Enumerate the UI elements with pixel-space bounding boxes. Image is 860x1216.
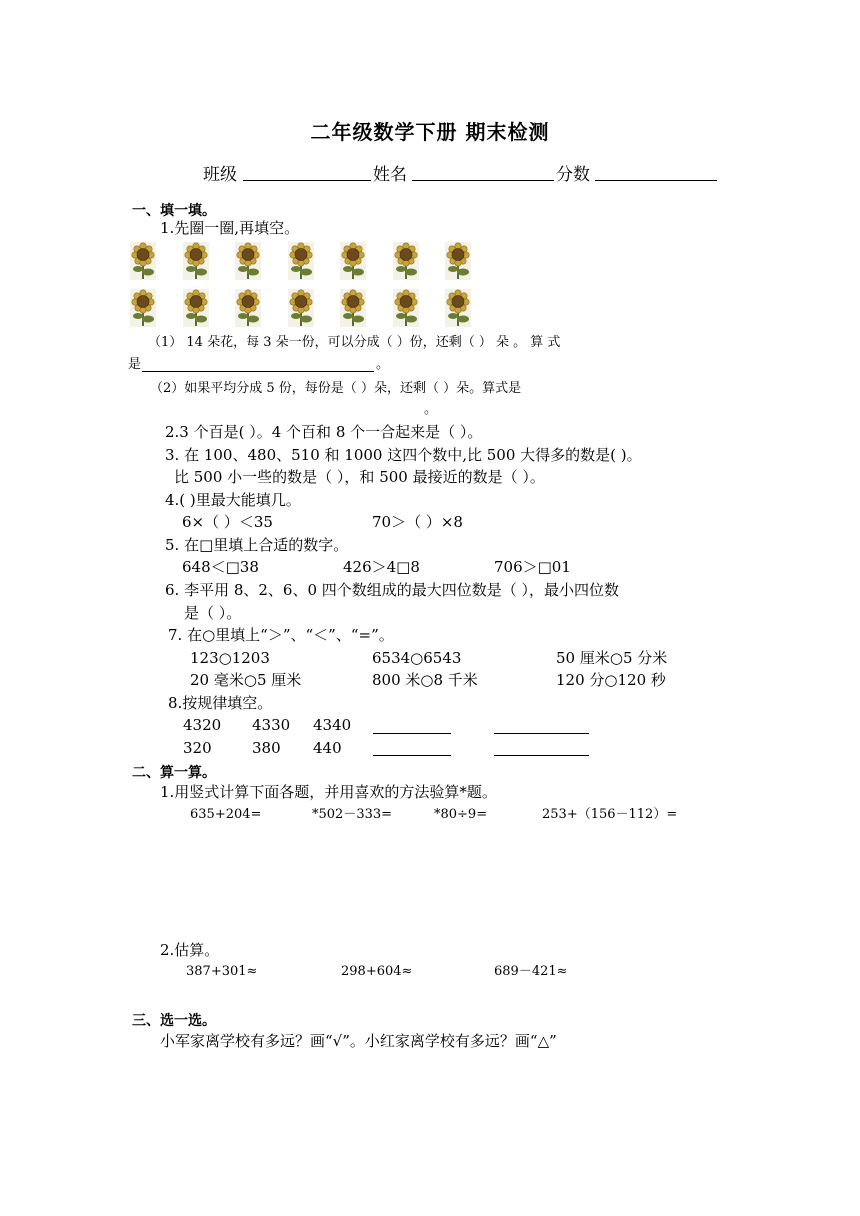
q8-r1-a: 4320 xyxy=(183,716,222,734)
calc-item-2: *502－333= xyxy=(312,807,393,822)
q6-text-line2: 是（ ）。 xyxy=(184,604,242,622)
estimate-title: 2.估算。 xyxy=(160,941,220,959)
q8-r1-b: 4330 xyxy=(252,716,291,734)
sunflower-icon xyxy=(183,289,209,327)
q8-r1-blank-2[interactable] xyxy=(494,733,589,734)
sunflower-icon xyxy=(445,242,471,280)
calc-item-1: 635+204= xyxy=(190,807,262,822)
q3-text-line2: 比 500 小一些的数是（ ），和 500 最接近的数是（ ）。 xyxy=(174,468,545,486)
estimate-item-2: 298+604≈ xyxy=(341,964,413,979)
q8-r2-c: 440 xyxy=(313,739,342,757)
q8-r1-blank-1[interactable] xyxy=(373,733,451,734)
score-field[interactable] xyxy=(595,180,717,181)
page-title: 二年级数学下册 期末检测 xyxy=(310,120,550,144)
q8-r2-blank-1[interactable] xyxy=(373,755,451,756)
sunflower-icon xyxy=(288,289,314,327)
q4-item-a: 6×（ ）＜35 xyxy=(182,513,273,531)
sunflower-icon xyxy=(288,242,314,280)
q7-r1-a: 123○1203 xyxy=(190,649,270,667)
q8-title: 8.按规律填空。 xyxy=(168,694,273,712)
q1-part1-suffix: 是 xyxy=(128,357,142,372)
q5-item-b: 426＞4□8 xyxy=(343,558,420,576)
class-field[interactable] xyxy=(243,180,371,181)
q7-r2-a: 20 毫米○5 厘米 xyxy=(190,671,302,689)
q6-text-line1: 6. 李平用 8、2、6、0 四个数组成的最大四位数是（ ），最小四位数 xyxy=(165,581,620,599)
choose-text: 小军家离学校有多远？画“√”。小红家离学校有多远？画“△” xyxy=(160,1032,557,1050)
q5-title: 5. 在□里填上合适的数字。 xyxy=(165,536,349,554)
q7-title: 7. 在○里填上“＞”、“＜”、“=”。 xyxy=(168,626,394,644)
q8-r2-a: 320 xyxy=(183,739,212,757)
name-label: 姓名 xyxy=(373,165,407,185)
calc-item-4: 253+（156－112）= xyxy=(542,807,678,822)
sunflower-icon xyxy=(235,242,261,280)
q1-part2-period: 。 xyxy=(424,402,438,417)
q8-r2-b: 380 xyxy=(252,739,281,757)
q8-r2-blank-2[interactable] xyxy=(494,755,589,756)
q7-r1-c: 50 厘米○5 分米 xyxy=(556,649,668,667)
sunflower-icon xyxy=(130,289,156,327)
sunflower-icon xyxy=(445,289,471,327)
section-heading-choose: 三、选一选。 xyxy=(132,1013,216,1029)
q1-part2-text: （2）如果平均分成 5 份，每份是（ ）朵，还剩（ ）朵。算式是 xyxy=(150,381,522,396)
q1-title: 1.先圈一圈,再填空。 xyxy=(160,219,300,237)
sunflower-icon xyxy=(130,242,156,280)
q3-text-line1: 3. 在 100、480、510 和 1000 这四个数中,比 500 大得多的数是( )。 xyxy=(165,446,642,464)
sunflower-icon xyxy=(393,289,419,327)
sunflower-icon xyxy=(393,242,419,280)
q4-title: 4.( )里最大能填几。 xyxy=(165,491,301,509)
estimate-item-1: 387+301≈ xyxy=(186,964,258,979)
sunflower-icon xyxy=(183,242,209,280)
section-heading-fill: 一、填一填。 xyxy=(132,203,216,219)
q1-part1-text: （1） 14 朵花，每 3 朵一份，可以分成（ ）份，还剩（ ） 朵 。 算 式 xyxy=(148,335,561,350)
q5-item-c: 706＞□01 xyxy=(494,558,571,576)
q1-part1-answer-line[interactable] xyxy=(142,371,374,372)
q4-item-b: 70＞（ ）×8 xyxy=(372,513,463,531)
q2-text: 2.3 个百是( ）。4 个百和 8 个一合起来是（ ）。 xyxy=(165,423,483,441)
q8-r1-c: 4340 xyxy=(313,716,352,734)
calc-title: 1.用竖式计算下面各题，并用喜欢的方法验算*题。 xyxy=(160,783,497,801)
sunflower-icon xyxy=(340,242,366,280)
name-field[interactable] xyxy=(412,180,554,181)
q7-r2-b: 800 米○8 千米 xyxy=(372,671,478,689)
estimate-item-3: 689－421≈ xyxy=(494,964,568,979)
section-heading-calc: 二、算一算。 xyxy=(132,765,216,781)
q1-part1-period: 。 xyxy=(376,357,390,372)
calc-item-3: *80÷9= xyxy=(434,807,488,822)
sunflower-icon xyxy=(235,289,261,327)
sunflower-icon xyxy=(340,289,366,327)
q7-r1-b: 6534○6543 xyxy=(372,649,462,667)
class-label: 班级 xyxy=(203,165,237,185)
score-label: 分数 xyxy=(556,165,590,185)
q5-item-a: 648＜□38 xyxy=(182,558,259,576)
q7-r2-c: 120 分○120 秒 xyxy=(556,671,666,689)
